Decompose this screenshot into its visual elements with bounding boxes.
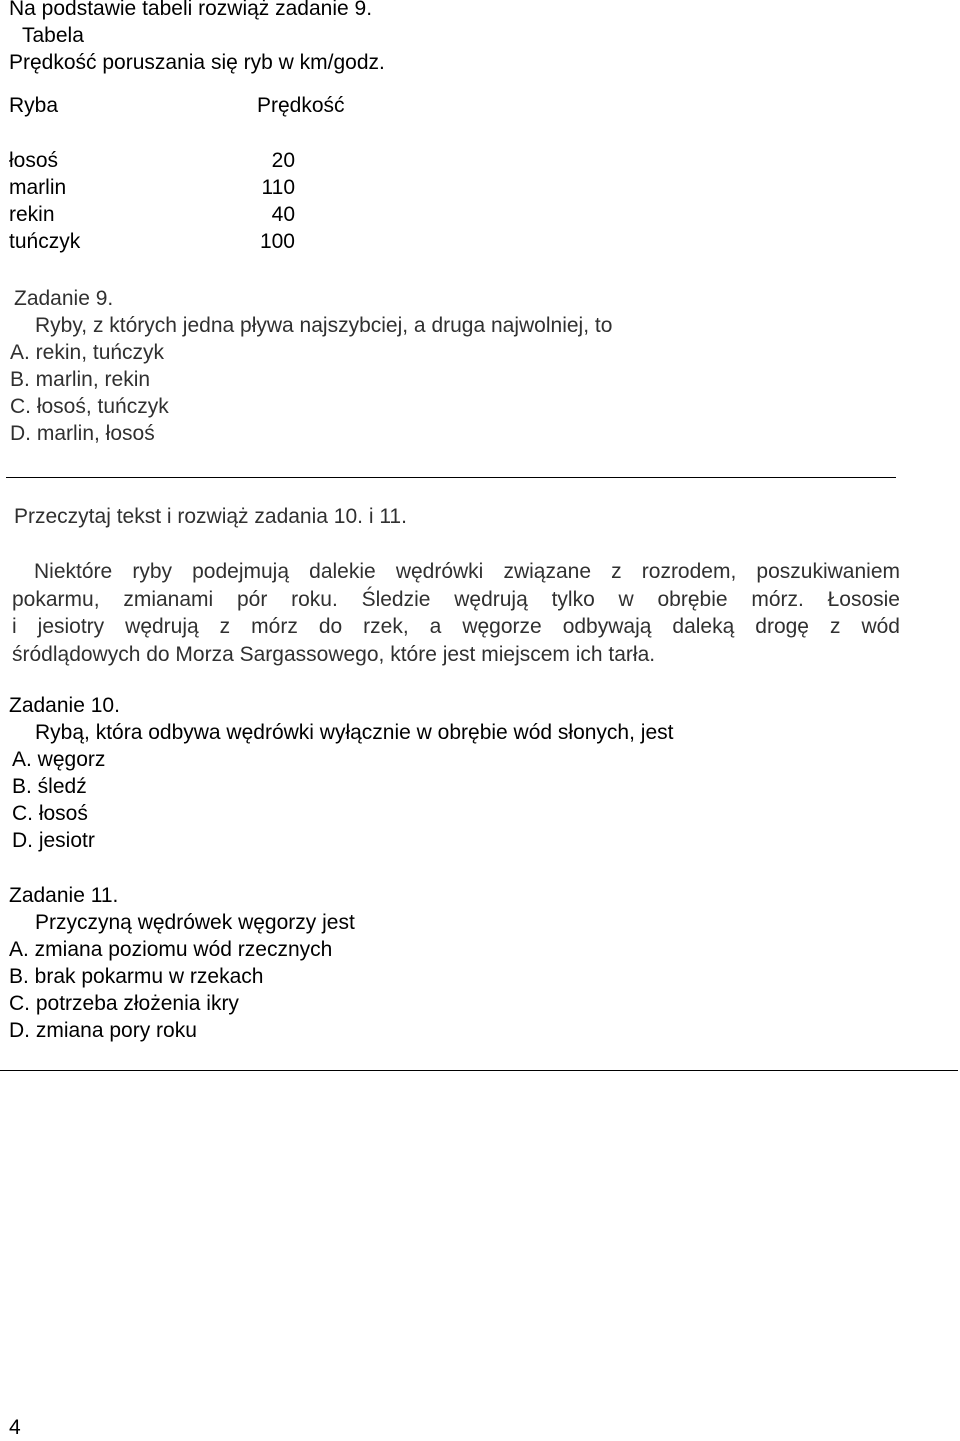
task9-option-b: B. marlin, rekin xyxy=(10,368,151,391)
section-divider xyxy=(6,477,896,478)
task10-question: Rybą, która odbywa wędrówki wyłącznie w obrębie wód słonych, jest xyxy=(35,721,674,744)
task9-option-d: D. marlin, łosoś xyxy=(10,422,155,445)
table-cell-speed: 40 xyxy=(271,203,295,226)
task9-option-a: A. rekin, tuńczyk xyxy=(10,341,165,364)
table-cell-speed: 110 xyxy=(261,176,295,199)
table-cell-speed: 100 xyxy=(259,230,295,253)
task9-title: Zadanie 9. xyxy=(14,287,114,310)
paragraph-line: śródlądowych do Morza Sargassowego, które jest miejscem ich tarła. xyxy=(12,642,656,666)
section2-instruction: Przeczytaj tekst i rozwiąż zadania 10. i 11. xyxy=(14,505,407,528)
table-caption: Prędkość poruszania się ryb w km/godz. xyxy=(9,51,385,74)
table-cell-fish: tuńczyk xyxy=(9,230,81,253)
bottom-divider xyxy=(0,1070,958,1071)
task9-option-c: C. łosoś, tuńczyk xyxy=(10,395,169,418)
table-header-fish: Ryba xyxy=(9,94,59,117)
reading-paragraph xyxy=(12,558,900,668)
task10-title: Zadanie 10. xyxy=(9,694,120,717)
task11-option-c: C. potrzeba złożenia ikry xyxy=(9,992,239,1015)
table-label: Tabela xyxy=(22,24,84,47)
table-cell-fish: marlin xyxy=(9,176,67,199)
task9-question: Ryby, z których jedna pływa najszybciej, a druga najwolniej, to xyxy=(35,314,613,337)
table-header-speed: Prędkość xyxy=(257,94,345,117)
task10-option-d: D. jesiotr xyxy=(12,829,95,852)
task11-option-b: B. brak pokarmu w rzekach xyxy=(9,965,264,988)
task11-title: Zadanie 11. xyxy=(9,884,119,907)
page-number: 4 xyxy=(9,1416,21,1439)
task11-question: Przyczyną wędrówek węgorzy jest xyxy=(35,911,355,934)
instruction-text: Na podstawie tabeli rozwiąż zadanie 9. xyxy=(9,0,373,20)
paragraph-line: Niektóre ryby podejmują dalekie wędrówki związane z rozrodem, poszukiwaniem xyxy=(34,560,900,583)
task11-option-d: D. zmiana pory roku xyxy=(9,1019,197,1042)
table-cell-speed: 20 xyxy=(271,149,295,172)
table-cell-fish: łosoś xyxy=(9,149,59,172)
task10-option-c: C. łosoś xyxy=(12,802,88,825)
paragraph-line: i jesiotry wędrują z mórz do rzek, a węgorze odbywają daleką drogę z wód xyxy=(12,615,900,638)
task10-option-b: B. śledź xyxy=(12,775,87,798)
table-cell-fish: rekin xyxy=(9,203,55,226)
task10-option-a: A. węgorz xyxy=(12,748,106,771)
task11-option-a: A. zmiana poziomu wód rzecznych xyxy=(9,938,333,961)
paragraph-line: pokarmu, zmianami pór roku. Śledzie wędrują tylko w obrębie mórz. Łososie xyxy=(12,587,900,611)
